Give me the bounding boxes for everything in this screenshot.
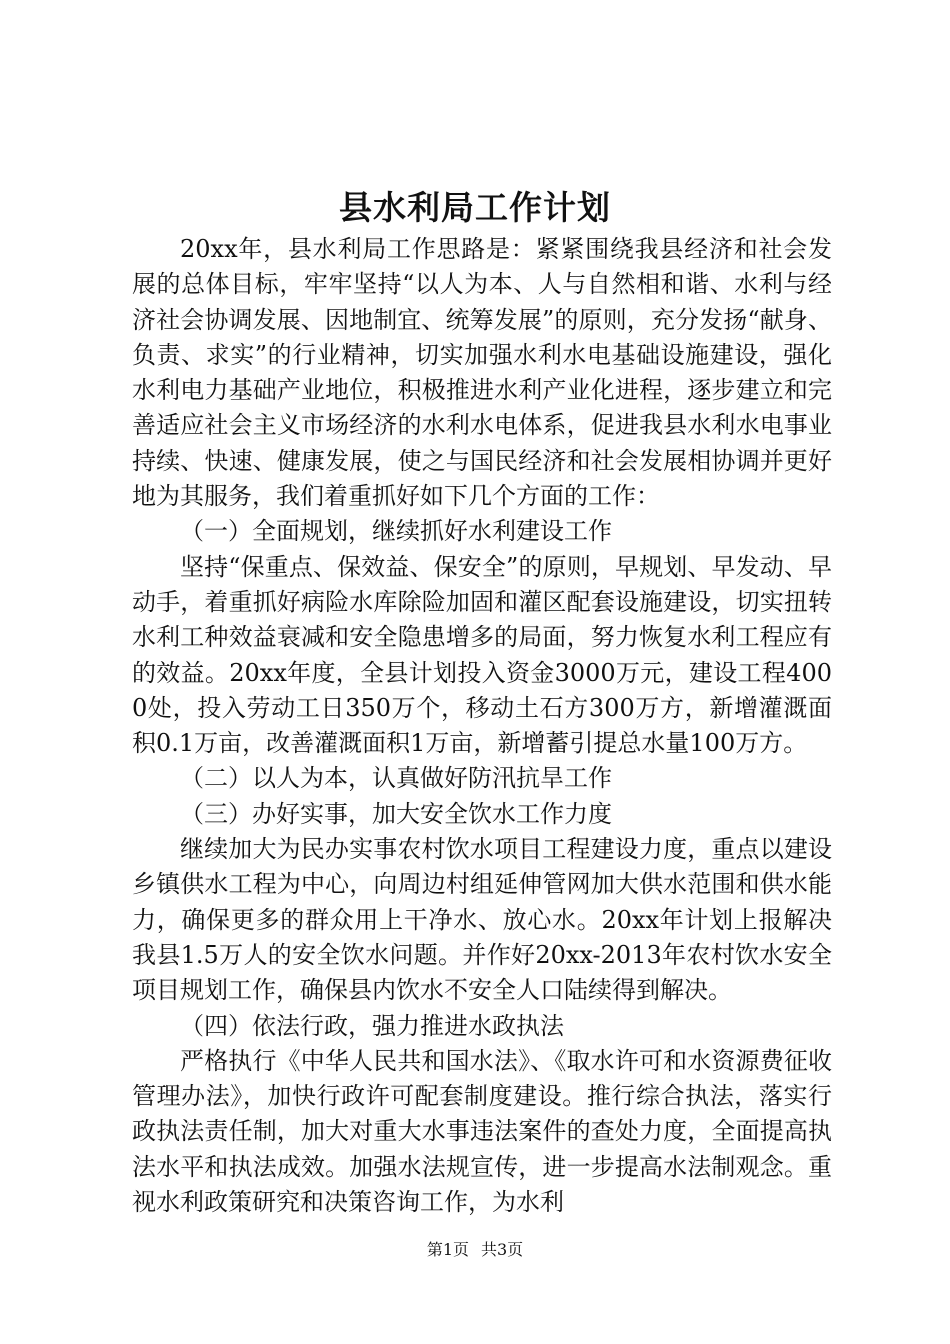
section-heading-3: （三）办好实事，加大安全饮水工作力度: [180, 799, 612, 828]
section-heading-2: （二）以人为本，认真做好防汛抗旱工作: [180, 764, 612, 793]
document-title: 县水利局工作计划: [339, 188, 611, 227]
page-number: 第1页: [426, 1240, 469, 1259]
paragraph-intro: 20xx年，县水利局工作思路是：紧紧围绕我县经济和社会发展的总体目标，牢牢坚持“以人为本、人与自然相和谐、水利与经济社会协调发展、因地制宜、统筹发展”的原则，充分发扬“献身、负责、求实”的行业精神，切实加强水利水电基础设施建设，强化水利电力基础产业地位，积极推进水利产业化进程，逐步建立和完善适应社会主义市场经济的水利水电体系，促进我县水利水电事业持续、快速、健康发展，使之与国民经济和社会发展相协调并更好地为其服务，我们着重抓好如下几个方面的工作：: [132, 235, 832, 511]
section-heading-4: （四）依法行政，强力推进水政执法: [180, 1011, 564, 1040]
page-total: 共3页: [481, 1240, 524, 1259]
document-body: [132, 232, 832, 1220]
paragraph-section-3: 继续加大为民办实事农村饮水项目工程建设力度，重点以建设乡镇供水工程为中心，向周边村组延伸管网加大供水范围和供水能力，确保更多的群众用上干净水、放心水。20xx年计划上报解决我县1.5万人的安全饮水问题。并作好20xx-2013年农村饮水安全项目规划工作，确保县内饮水不安全人口陆续得到解决。: [132, 835, 832, 1005]
paragraph-section-4: 严格执行《中华人民共和国水法》、《取水许可和水资源费征收管理办法》，加快行政许可配套制度建设。推行综合执法，落实行政执法责任制，加大对重大水事违法案件的查处力度，全面提高执法水平和执法成效。加强水法规宣传，进一步提高水法制观念。重视水利政策研究和决策咨询工作，为水利: [132, 1046, 832, 1217]
paragraph-section-1: 坚持“保重点、保效益、保安全”的原则，早规划、早发动、早动手，着重抓好病险水库除险加固和灌区配套设施建设，切实扭转水利工种效益衰减和安全隐患增多的局面，努力恢复水利工程应有的效益。20xx年度，全县计划投入资金3000万元，建设工程4000处，投入劳动工日350万个，移动土石方300万方，新增灌溉面积0.1万亩，改善灌溉面积1万亩，新增蓄引提总水量100万方。: [132, 552, 832, 758]
page-footer: [0, 1238, 950, 1262]
section-heading-1: （一）全面规划，继续抓好水利建设工作: [180, 517, 612, 546]
